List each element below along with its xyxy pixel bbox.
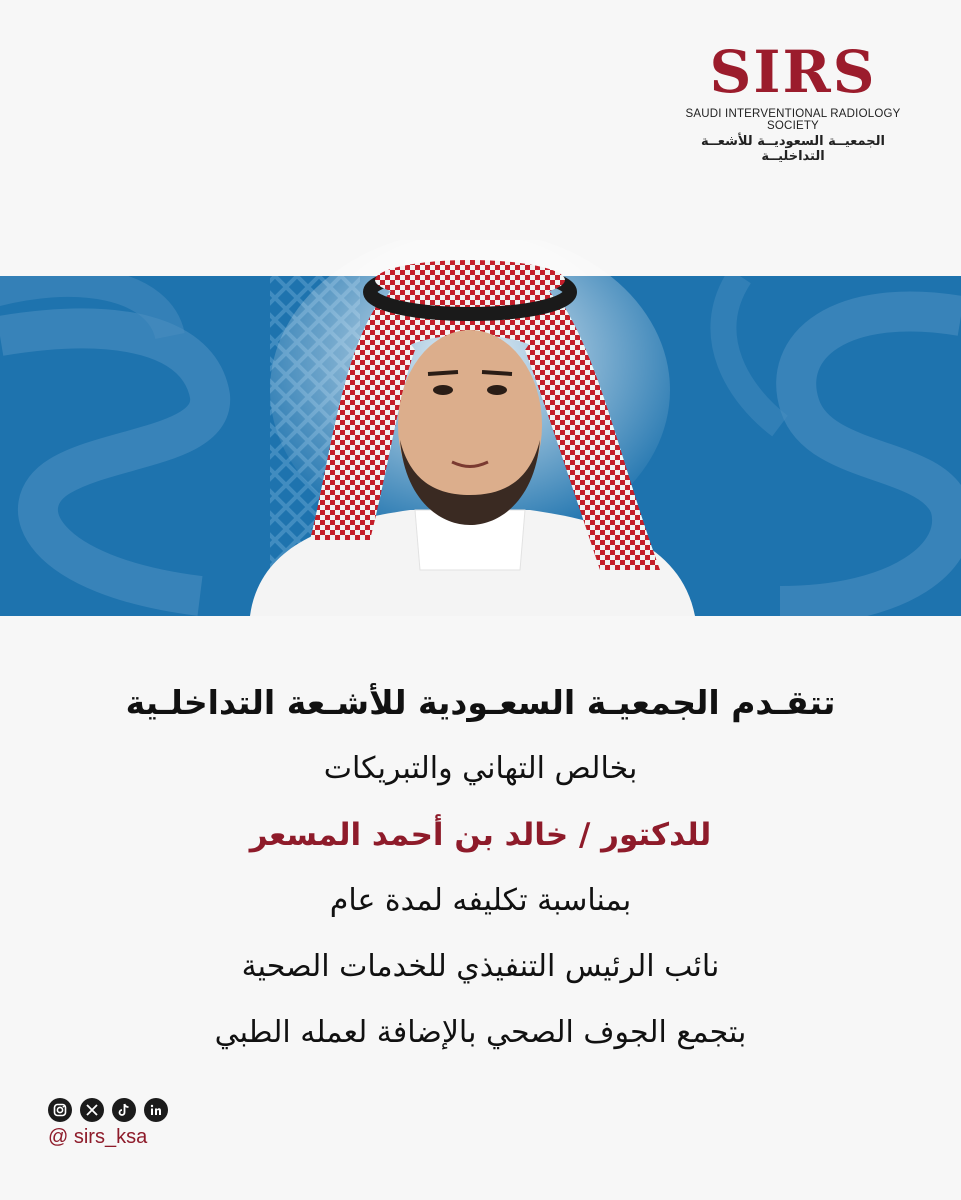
society-logo [673, 40, 913, 164]
message-line-6: بتجمع الجوف الصحي بالإضافة لعمله الطبي [214, 1015, 747, 1050]
tiktok-icon[interactable] [112, 1098, 136, 1122]
logo-arabic-name: الجمعيــة السعوديــة للأشعــة التداخليــة [701, 134, 885, 164]
message-line-2: بخالص التهاني والتبريكات [323, 751, 638, 786]
doctor-portrait [240, 240, 700, 616]
social-icons [48, 1098, 168, 1122]
doctor-name: للدكتور / خالد بن أحمد المسعر [249, 817, 712, 853]
message-line-4: بمناسبة تكليفه لمدة عام [329, 883, 632, 918]
message-line-5: نائب الرئيس التنفيذي للخدمات الصحية [241, 949, 720, 984]
linkedin-icon[interactable] [144, 1098, 168, 1122]
message-line-1: تتقـدم الجمعيـة السعـودية للأشـعة التداخلـية [125, 683, 836, 722]
x-icon[interactable] [80, 1098, 104, 1122]
logo-english-name: SAUDI INTERVENTIONAL RADIOLOGY SOCIETY [685, 108, 901, 132]
social-handle[interactable]: @ sirs_ksa [48, 1126, 148, 1148]
congratulation-message [0, 670, 961, 1066]
instagram-icon[interactable] [48, 1098, 72, 1122]
logo-mark: SIRS [709, 38, 877, 106]
